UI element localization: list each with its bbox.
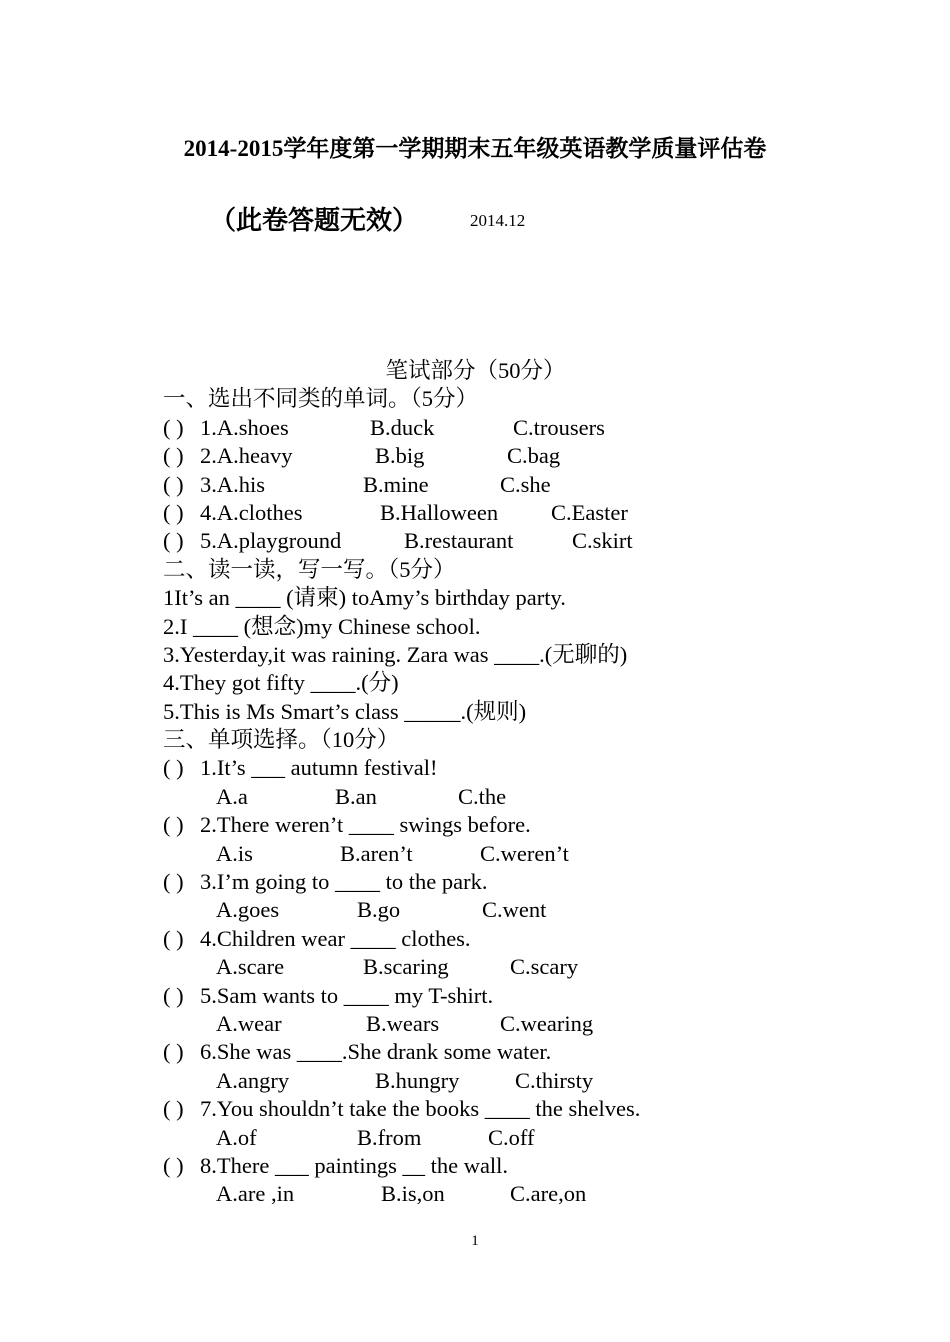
s3-options — [163, 1010, 788, 1038]
option-b: B.is,on — [381, 1181, 445, 1207]
s3-question — [163, 868, 788, 896]
s2-line: 5.This is Ms Smart’s class _____.(规则) — [163, 698, 527, 724]
option-a: A.is — [216, 840, 253, 866]
s1-item — [163, 442, 788, 470]
page-number: 1 — [471, 1233, 479, 1249]
s3-options — [163, 1067, 788, 1095]
s3-question — [163, 1095, 788, 1123]
option-a: A.of — [216, 1124, 257, 1150]
option-b: B.aren’t — [340, 840, 413, 866]
s1-item-stem: 5.A.playground — [200, 528, 342, 554]
answer-paren[interactable]: ( ) — [163, 982, 184, 1008]
s1-item-stem: 4.A.clothes — [200, 499, 303, 525]
option-c: C.the — [458, 783, 507, 809]
option-a: A.scare — [216, 954, 285, 980]
s3-question — [163, 1038, 788, 1066]
option-c: C.wearing — [500, 1010, 594, 1036]
answer-paren[interactable]: ( ) — [163, 1096, 184, 1122]
option-c: C.she — [500, 471, 551, 497]
s3-question — [163, 811, 788, 839]
s3-question-text: 2.There weren’t ____ swings before. — [200, 812, 531, 838]
option-c: C.weren’t — [480, 840, 569, 866]
s3-question-text: 6.She was ____.She drank some water. — [200, 1039, 552, 1065]
exam-title: 2014-2015学年度第一学期期末五年级英语教学质量评估卷 — [183, 136, 767, 161]
s1-item — [163, 414, 788, 442]
section-1-heading: 一、选出不同类的单词。（5分） — [163, 386, 479, 412]
option-c: C.skirt — [572, 528, 633, 554]
s3-options — [163, 1124, 788, 1152]
option-a: A.goes — [216, 897, 280, 923]
option-b: B.Halloween — [380, 499, 499, 525]
option-b: B.hungry — [375, 1067, 460, 1093]
option-b: B.big — [375, 443, 425, 469]
s1-item — [163, 499, 788, 527]
option-a: A.angry — [216, 1067, 290, 1093]
s3-options — [163, 896, 788, 924]
answer-paren[interactable]: ( ) — [163, 1152, 184, 1178]
option-b: B.mine — [363, 471, 429, 497]
s3-question-text: 8.There ___ paintings __ the wall. — [200, 1152, 509, 1178]
s1-item — [163, 527, 788, 555]
s3-question — [163, 982, 788, 1010]
option-a: A.wear — [216, 1010, 282, 1036]
answer-paren[interactable]: ( ) — [163, 414, 184, 440]
s2-line: 2.I ____ (想念)my Chinese school. — [163, 613, 481, 639]
option-b: B.go — [357, 897, 401, 923]
option-c: C.off — [488, 1124, 535, 1150]
s2-line: 3.Yesterday,it was raining. Zara was ____.(无聊的) — [163, 641, 628, 667]
section-3-heading: 三、单项选择。（10分） — [163, 727, 400, 753]
answer-paren[interactable]: ( ) — [163, 925, 184, 951]
exam-date: 2014.12 — [470, 211, 526, 230]
s3-question-text: 5.Sam wants to ____ my T-shirt. — [200, 982, 494, 1008]
option-c: C.trousers — [513, 414, 605, 440]
option-c: C.bag — [507, 443, 561, 469]
s3-question — [163, 925, 788, 953]
written-part-heading: 笔试部分（50分） — [385, 358, 566, 383]
option-a: A.a — [216, 783, 248, 809]
s3-question — [163, 1152, 788, 1180]
option-b: B.an — [335, 783, 377, 809]
s3-question-text: 3.I’m going to ____ to the park. — [200, 869, 488, 895]
option-a: A.are ,in — [216, 1181, 295, 1207]
option-c: C.are,on — [510, 1181, 587, 1207]
s3-question-text: 4.Children wear ____ clothes. — [200, 925, 471, 951]
s3-options — [163, 1180, 788, 1208]
s3-options — [163, 953, 788, 981]
answer-paren[interactable]: ( ) — [163, 812, 184, 838]
s3-question-text: 1.It’s ___ autumn festival! — [200, 755, 438, 781]
option-b: B.restaurant — [404, 528, 514, 554]
answer-paren[interactable]: ( ) — [163, 499, 184, 525]
s1-item-stem: 3.A.his — [200, 471, 266, 497]
answer-paren[interactable]: ( ) — [163, 869, 184, 895]
option-c: C.scary — [510, 954, 579, 980]
invalid-answer-note: （此卷答题无效） — [210, 206, 419, 235]
answer-paren[interactable]: ( ) — [163, 528, 184, 554]
s3-question-text: 7.You shouldn’t take the books ____ the shelves. — [200, 1096, 641, 1122]
s3-question — [163, 754, 788, 782]
s1-item-stem: 1.A.shoes — [200, 414, 289, 440]
s3-options — [163, 783, 788, 811]
s2-line: 1It’s an ____ (请柬) toAmy’s birthday party. — [163, 585, 566, 611]
answer-paren[interactable]: ( ) — [163, 471, 184, 497]
option-b: B.scaring — [363, 954, 449, 980]
answer-paren[interactable]: ( ) — [163, 755, 184, 781]
option-c: C.went — [482, 897, 547, 923]
s1-item-stem: 2.A.heavy — [200, 443, 293, 469]
option-b: B.from — [357, 1124, 422, 1150]
option-b: B.duck — [370, 414, 435, 440]
s3-options — [163, 840, 788, 868]
s2-line: 4.They got fifty ____.(分) — [163, 670, 399, 696]
answer-paren[interactable]: ( ) — [163, 1039, 184, 1065]
option-c: C.thirsty — [515, 1067, 594, 1093]
section-2-heading: 二、读一读，写一写。（5分） — [163, 556, 456, 582]
s1-item — [163, 471, 788, 499]
option-b: B.wears — [366, 1010, 440, 1036]
answer-paren[interactable]: ( ) — [163, 443, 184, 469]
exam-body — [163, 357, 788, 1209]
option-c: C.Easter — [551, 499, 628, 525]
